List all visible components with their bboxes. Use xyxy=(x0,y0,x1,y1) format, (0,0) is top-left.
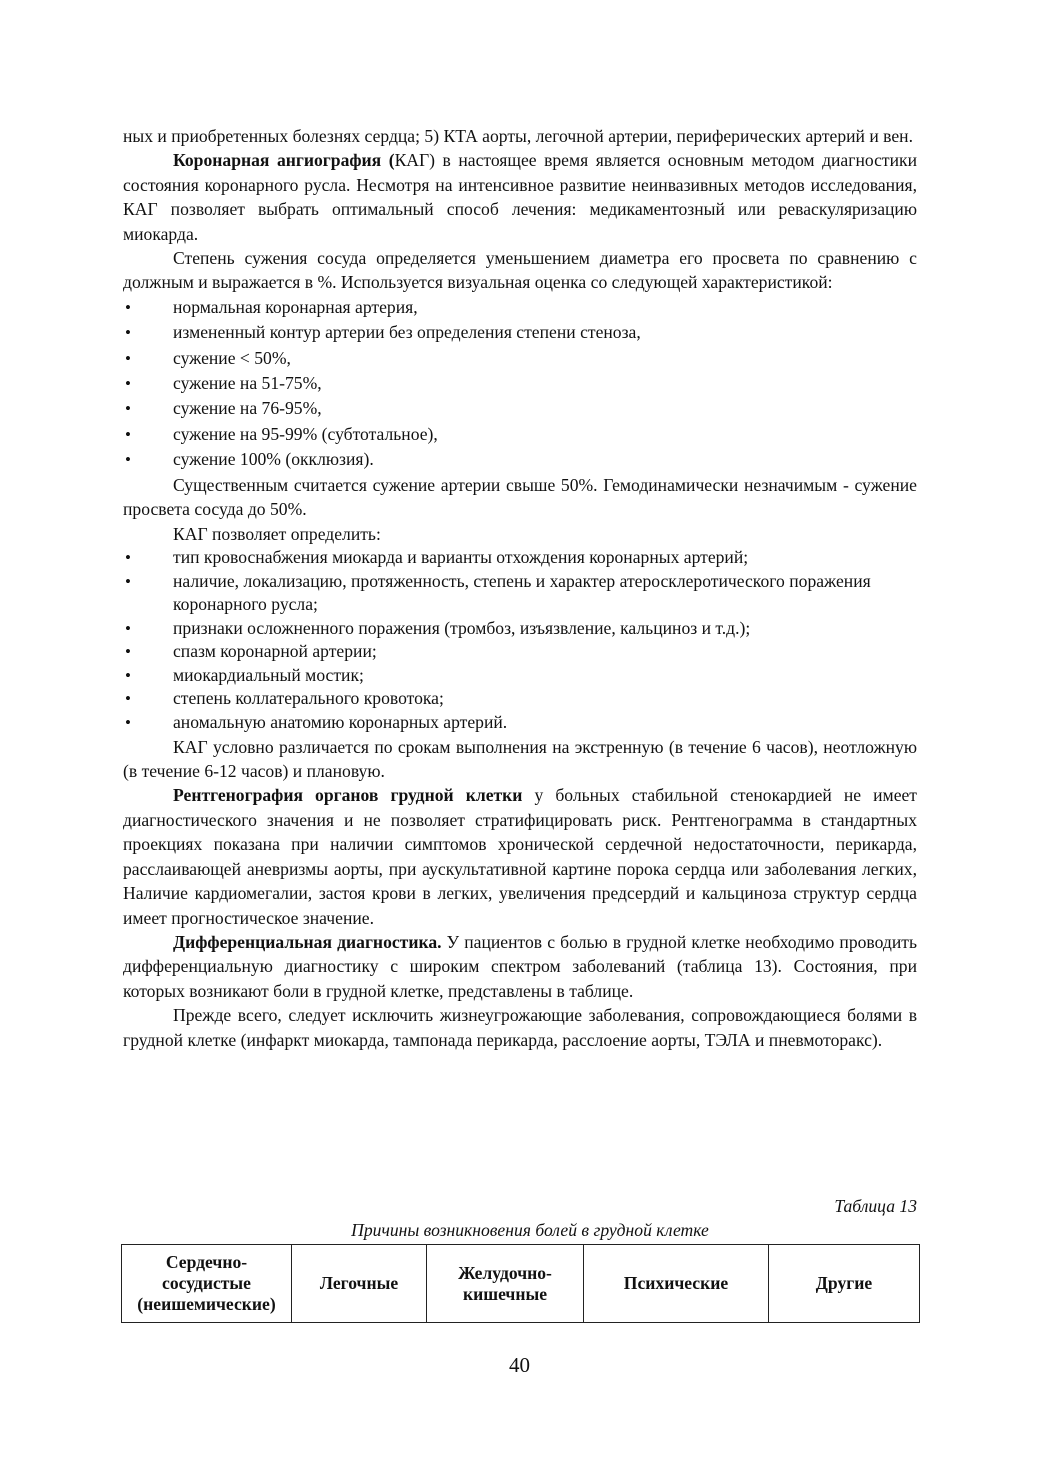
list-item: • сужение < 50%, xyxy=(123,346,917,371)
differential-diagnosis-text: У пациентов с болью в грудной клетке необходимо проводить дифференциальную диагностику с широким спектром заболеваний (таблица 13). Состояния, при которых возникают боли в грудной клетке, представлены в таблице. xyxy=(123,931,917,1001)
life-threatening-paragraph: Прежде всего, следует исключить жизнеугрожающие заболевания, сопровождающиеся болями в грудной клетке (инфаркт миокарда, тампонада перикарда, расслоение аорты, ТЭЛА и пневмоторакс). xyxy=(123,1005,917,1050)
header-cardiovascular: Сердечно-сосудистые (неишемические) xyxy=(122,1245,292,1323)
list-item: • признаки осложненного поражения (тромбоз, изъязвление, кальциноз и т.д.); xyxy=(123,617,917,641)
xray-text: у больных стабильной стенокардией не имеет диагностического значения и не позволяет стратифицировать риск. Рентгенограмма в стандартных проекциях показана при наличии симптомов хронической сердечной недостаточности, перикарда, расслаивающей аневризмы аорты, при аускультативной картине порока сердца или заболевания легких, Наличие кардиомегалии, застоя крови в легких, увеличения предсердий и кальциноза структур сердца имеет прогностическое значение. xyxy=(123,785,917,928)
chest-pain-causes-table xyxy=(121,1244,920,1323)
kag-timing-paragraph: КАГ условно различается по срокам выполнения на экстренную (в течение 6 часов), неотложную (в течение 6-12 часов) и плановую. xyxy=(123,736,917,782)
list-item: • сужение на 76-95%, xyxy=(123,396,917,421)
list-item: • аномальную анатомию коронарных артерий. xyxy=(123,711,917,735)
table-title: Причины возникновения болей в грудной клетке xyxy=(351,1220,709,1240)
header-gastrointestinal: Желудочно-кишечные xyxy=(427,1245,584,1323)
kag-capabilities-list xyxy=(123,546,917,735)
header-psychiatric: Психические xyxy=(584,1245,769,1323)
list-item: • сужение 100% (окклюзия). xyxy=(123,447,917,472)
table-caption xyxy=(123,1194,917,1242)
significance-paragraph: Существенным считается сужение артерии свыше 50%. Гемодинамически незначимым - сужение просвета сосуда до 50%. xyxy=(123,474,917,520)
list-item: • миокардиальный мостик; xyxy=(123,664,917,688)
list-item: • сужение на 51-75%, xyxy=(123,371,917,396)
xray-term: Рентгенография органов грудной клетки xyxy=(173,785,523,806)
list-item: • тип кровоснабжения миокарда и варианты отхождения коронарных артерий; xyxy=(123,546,917,570)
list-item: • измененный контур артерии без определения степени стеноза, xyxy=(123,320,917,345)
coronary-angiography-paragraph xyxy=(123,148,917,246)
coronary-angiography-term: Коронарная ангиография ( xyxy=(173,150,395,171)
intro-paragraph: ных и приобретенных болезнях сердца; 5) КТА аорты, легочной артерии, периферических артерий и вен. xyxy=(123,126,913,146)
body-text xyxy=(123,124,917,1052)
differential-diagnosis-paragraph xyxy=(123,930,917,1003)
stenosis-paragraph: Степень сужения сосуда определяется уменьшением диаметра его просвета по сравнению с должным и выражается в %. Используется визуальная оценка со следующей характеристикой: xyxy=(123,248,917,293)
differential-diagnosis-term: Дифференциальная диагностика. xyxy=(173,931,442,952)
list-item: • наличие, локализацию, протяженность, степень и характер атеросклеротического поражения коронарного русла; xyxy=(123,570,917,617)
xray-paragraph xyxy=(123,783,917,929)
table-number: Таблица 13 xyxy=(834,1196,917,1216)
list-item: • степень коллатерального кровотока; xyxy=(123,687,917,711)
header-pulmonary: Легочные xyxy=(292,1245,427,1323)
list-item: • сужение на 95-99% (субтотальное), xyxy=(123,422,917,447)
header-other: Другие xyxy=(769,1245,920,1323)
list-item: • спазм коронарной артерии; xyxy=(123,640,917,664)
kag-allows-paragraph: КАГ позволяет определить: xyxy=(173,523,381,544)
table-header-row xyxy=(122,1245,920,1323)
list-item: • нормальная коронарная артерия, xyxy=(123,295,917,320)
stenosis-list xyxy=(123,295,917,473)
page-number: 40 xyxy=(509,1353,530,1377)
coronary-angiography-text: КАГ) в настоящее время является основным методом диагностики состояния коронарного русла. Несмотря на интенсивное развитие неинвазивных методов исследования, КАГ позволяет выбрать оптимальный способ лечения: медикаментозный или реваскуляризацию миокарда. xyxy=(123,150,917,244)
